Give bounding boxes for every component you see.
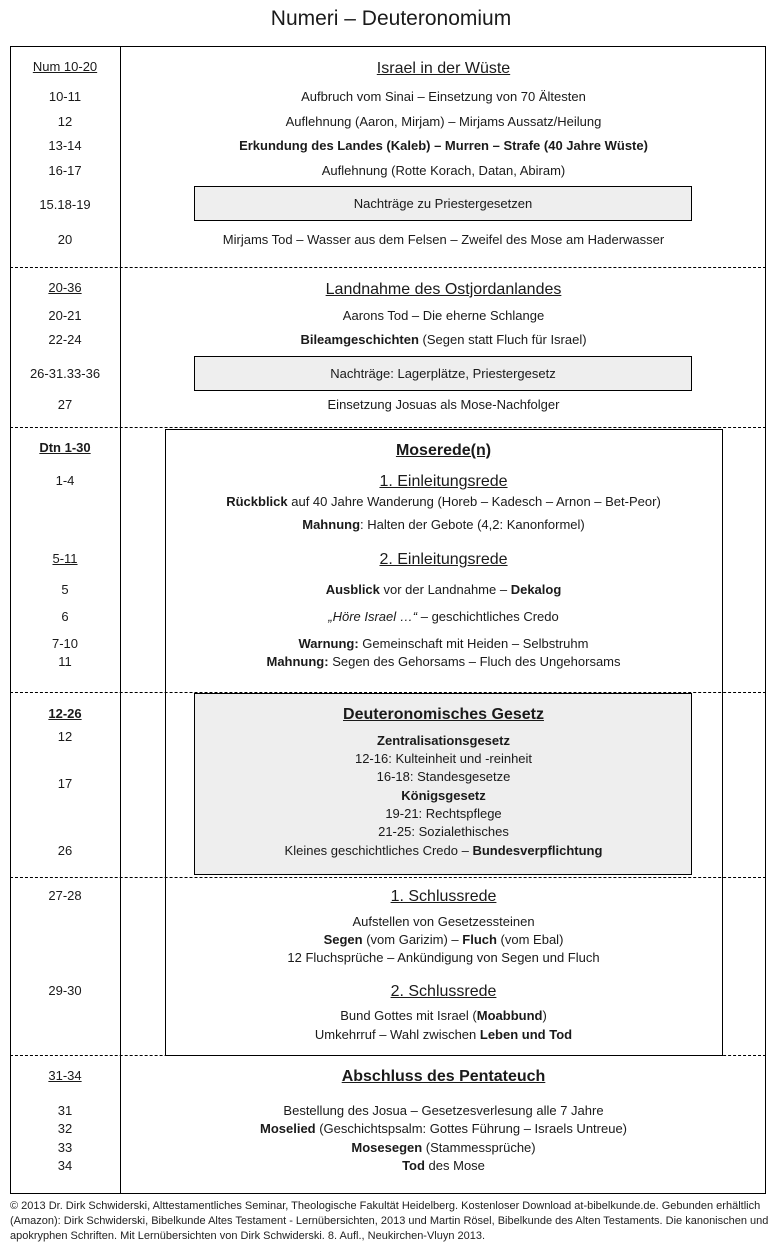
row-text-bold: Bundesverpflichtung (472, 843, 603, 858)
law-line: Zentralisationsgesetz (377, 733, 510, 748)
row-text: 12 Fluchsprüche – Ankündigung von Segen und Fluch (287, 950, 600, 965)
row-text: Einsetzung Josuas als Mose-Nachfolger (327, 397, 560, 412)
subheading-schlussrede-1: 1. Schlussrede (390, 888, 497, 905)
section-ref-12-26: 12-26 (48, 706, 82, 721)
row-text: Erkundung des Landes (Kaleb) – Murren – Strafe (40 Jahre Wüste) (239, 138, 648, 153)
section-heading-dtn-gesetz: Deuteronomisches Gesetz (343, 706, 544, 723)
row-ref: 20-21 (48, 308, 82, 323)
row-text (121, 517, 766, 533)
section-ref-20-36: 20-36 (48, 280, 82, 295)
row-text: Auflehnung (Aaron, Mirjam) – Mirjams Aussatz/Heilung (285, 114, 602, 129)
row-text-bold: Dekalog (510, 582, 562, 597)
row-text-bold: Rückblick (226, 494, 288, 509)
section-divider (10, 267, 766, 268)
row-ref: 27-28 (48, 888, 82, 903)
row-text: Aarons Tod – Die eherne Schlange (342, 308, 545, 323)
section-ref-31-34: 31-34 (48, 1068, 82, 1083)
row-ref: 17 (57, 776, 73, 791)
row-text-rest: (Geschichtspsalm: Gottes Führung – Israels Untreue) (315, 1121, 628, 1136)
row-text (121, 332, 766, 348)
row-text-italic: „Höre Israel …“ (328, 609, 418, 624)
row-text (121, 582, 766, 598)
row-ref: 33 (57, 1140, 73, 1155)
row-ref: 31 (57, 1103, 73, 1118)
row-text-rest: (vom Ebal) (496, 932, 564, 947)
row-text-bold: Tod (402, 1158, 425, 1173)
row-text (121, 609, 766, 625)
law-line: 12-16: Kulteinheit und -reinheit (354, 751, 533, 766)
row-text-bold: Ausblick (325, 582, 380, 597)
row-ref: 16-17 (48, 163, 82, 178)
law-line (121, 843, 766, 859)
row-ref: 26-31.33-36 (29, 366, 101, 381)
row-text-rest: des Mose (424, 1158, 485, 1173)
row-text-rest: Segen des Gehorsams – Fluch des Ungehorsams (328, 654, 621, 669)
row-text-bold: Fluch (462, 932, 497, 947)
row-text-bold: Mahnung (302, 517, 361, 532)
row-text (121, 1027, 766, 1043)
row-ref: 29-30 (48, 983, 82, 998)
row-ref: 15.18-19 (39, 197, 91, 212)
law-line: 19-21: Rechtspflege (385, 806, 502, 821)
row-ref: 22-24 (48, 332, 82, 347)
section-ref-dtn-1-30: Dtn 1-30 (39, 440, 91, 455)
row-text-bold: Moselied (259, 1121, 316, 1136)
copyright-footer: © 2013 Dr. Dirk Schwiderski, Alttestamentliches Seminar, Theologische Fakultät Heidelberg. Kostenloser Download at-bibelkunde.de. Gebunden erhältlich (Amazon): Dirk Schwiderski, Bibelkunde Altes Testament - Lernübersichten, 2013 und Martin Rösel, Bibelkunde des Alten Testaments. Die kanonischen und apokryphen Schriften. Mit Lernübersichten von Dirk Schwiderski. 8. Aufl., Neukirchen-Vluyn 2013. (10, 1200, 769, 1242)
row-text-rest: Gemeinschaft mit Heiden – Selbstruhm (358, 636, 589, 651)
law-line: 21-25: Sozialethisches (378, 824, 509, 839)
page-title: Numeri – Deuteronomium (270, 7, 512, 30)
row-ref: 10-11 (48, 89, 82, 104)
row-ref: 7-10 (51, 636, 79, 651)
row-text-rest: auf 40 Jahre Wanderung (Horeb – Kadesch – Arnon – Bet-Peor) (287, 494, 661, 509)
section-heading-moserede: Moserede(n) (395, 442, 492, 459)
row-text-bold: Mosesegen (351, 1140, 423, 1155)
row-ref: 1-4 (55, 473, 75, 488)
row-text (121, 932, 766, 948)
row-ref: 12 (57, 729, 73, 744)
row-text-rest: Bund Gottes mit Israel ( (340, 1008, 477, 1023)
row-text-rest: Kleines geschichtliches Credo – (284, 843, 473, 858)
subheading-einleitungsrede-2: 2. Einleitungsrede (379, 551, 508, 568)
row-text-rest: (Stammessprüche) (422, 1140, 536, 1155)
row-text-rest: (Segen statt Fluch für Israel) (418, 332, 587, 347)
row-ref: 27 (57, 397, 73, 412)
supplement-box: Nachträge: Lagerplätze, Priestergesetz (194, 356, 692, 391)
row-text-bold: Mahnung: (266, 654, 329, 669)
row-text: Bestellung des Josua – Gesetzesverlesung alle 7 Jahre (283, 1103, 604, 1118)
row-text-rest: – geschichtliches Credo (417, 609, 559, 624)
row-text (121, 1008, 766, 1024)
subheading-einleitungsrede-1: 1. Einleitungsrede (379, 473, 508, 490)
row-text-bold: Leben und Tod (479, 1027, 573, 1042)
section-ref-num-10-20: Num 10-20 (32, 59, 98, 74)
row-text-rest: Umkehrruf – Wahl zwischen (314, 1027, 480, 1042)
row-ref: 5 (61, 582, 69, 597)
subheading-schlussrede-2: 2. Schlussrede (390, 983, 497, 1000)
row-ref: 11 (58, 654, 72, 669)
row-ref: 5-11 (52, 551, 78, 566)
row-ref: 12 (57, 114, 73, 129)
row-ref: 34 (57, 1158, 73, 1173)
row-ref: 20 (57, 232, 73, 247)
row-ref: 13-14 (48, 138, 82, 153)
row-text (121, 1140, 766, 1156)
section-heading-wueste: Israel in der Wüste (376, 60, 511, 77)
row-ref: 26 (57, 843, 73, 858)
section-heading-landnahme: Landnahme des Ostjordanlandes (325, 281, 562, 298)
supplement-box: Nachträge zu Priestergesetzen (194, 186, 692, 221)
row-ref: 32 (57, 1121, 73, 1136)
row-text (121, 636, 766, 652)
row-text (121, 494, 766, 510)
row-text: Mirjams Tod – Wasser aus dem Felsen – Zweifel des Mose am Haderwasser (222, 232, 665, 247)
row-ref: 6 (61, 609, 69, 624)
law-line: 16-18: Standesgesetze (376, 769, 511, 784)
row-text-bold: Segen (323, 932, 363, 947)
row-text-rest: : Halten der Gebote (4,2: Kanonformel) (360, 517, 585, 532)
row-text (121, 1121, 766, 1137)
row-text: Aufstellen von Gesetzessteinen (352, 914, 535, 929)
law-line: Königsgesetz (401, 788, 486, 803)
row-text-rest: (vom Garizim) – (362, 932, 463, 947)
row-text-bold: Moabbund (476, 1008, 543, 1023)
row-text: Aufbruch vom Sinai – Einsetzung von 70 Ältesten (301, 89, 586, 104)
row-text-rest: ) (542, 1008, 547, 1023)
row-text (121, 1158, 766, 1174)
section-divider (10, 427, 766, 428)
row-text (121, 654, 766, 670)
row-text-bold: Bileamgeschichten (300, 332, 419, 347)
row-text-rest: vor der Landnahme – (379, 582, 511, 597)
row-text-bold: Warnung: (298, 636, 359, 651)
row-text: Auflehnung (Rotte Korach, Datan, Abiram) (321, 163, 566, 178)
section-heading-abschluss: Abschluss des Pentateuch (341, 1068, 546, 1085)
